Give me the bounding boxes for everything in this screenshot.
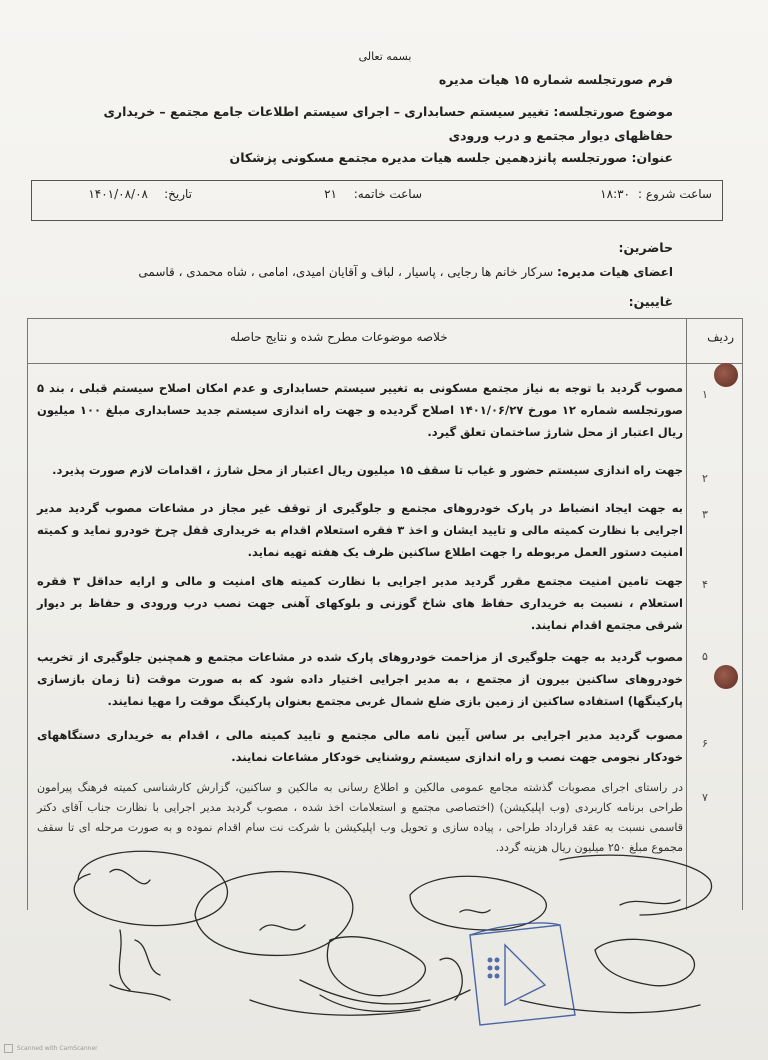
form-title: فرم صورتجلسه شماره ۱۵ هیات مدیره	[438, 72, 673, 87]
absentees-heading: غایبین:	[628, 294, 673, 309]
date-value: ۱۴۰۱/۰۸/۰۸	[88, 187, 148, 201]
row-number: ۷	[702, 791, 708, 804]
minutes-item: به جهت ایجاد انضباط در پارک خودروهای مجتمع و جلوگیری از توقف غیر مجاز در مشاعات مصوب گردید مدیر اجرایی با نظارت کمیته مالی و تایید ایشان و اخذ ۳ فقره استعلام اقدام به خریداری قفل چرخ خودرو نماید و کمیته امنیت دستور العمل مربوطه را جهت اطلاع ساکنین ظرف یک هفته تهیه نماید.	[37, 501, 683, 559]
stamp	[470, 923, 575, 1025]
bismillah: بسمه تعالی	[358, 50, 412, 63]
date-label: تاریخ:	[164, 187, 192, 201]
column-header-row: ردیف	[707, 330, 734, 344]
attendees-heading: حاضرین:	[618, 240, 673, 255]
start-time-value: ۱۸:۳۰	[600, 187, 630, 201]
signature	[300, 937, 470, 1012]
minutes-item: در راستای اجرای مصوبات گذشته مجامع عمومی مالکین و اطلاع رسانی به مالکین و ساکنین، گزارش کارشناسی کمیته فرهنگ پیرامون طراحی برنامه کاربردی (وب اپلیکیشن) (اختصاصی مجتمع و استعلامات اخذ شده ، مصوب گردید مدیر اجرایی با نظارت جناب آقای دکتر قاسمی نسبت به عقد قرارداد طراحی ، پیاده سازی و تحویل وب اپلیکیشن با شرکت نت سام اقدام نموده و به صورت مرحله ای تا سقف مجموع مبلغ ۲۵۰ میلیون ریال هزینه گردد.	[37, 781, 683, 854]
signature	[410, 876, 546, 930]
members-list: سرکار خانم ها رجایی ، پاسیار ، لباف و آقایان امیدی، امامی ، شاه محمدی ، قاسمی	[138, 265, 554, 279]
members-label: اعضای هیات مدیره:	[557, 265, 673, 279]
row-number: ۵	[702, 650, 708, 663]
meeting-subject: موضوع صورتجلسه: تغییر سیستم حسابداری – اجرای سیستم اطلاعات جامع مجتمع – خریداری حفاظهای دیوار مجتمع و درب ورودی	[103, 104, 673, 143]
minutes-item: جهت تامین امنیت مجتمع مقرر گردید مدیر اجرایی با نظارت کمیته های امنیت و مالی و ارایه حداقل ۳ فقره استعلام ، نسبت به خریداری حفاظ های شاخ گوزنی و بلوکهای آهنی جهت نصب درب ورودی و حفاظ بر دیوار شرقی مجتمع اقدام نمایند.	[37, 574, 683, 632]
minutes-item: مصوب گردید با توجه به نیاز مجتمع مسکونی به تغییر سیستم حسابداری و عدم امکان اصلاح سیستم قبلی ، بند ۵ صورتجلسه شماره ۱۲ مورخ ۱۴۰۱/۰۶/۲۷ اصلاح گردیده و جهت راه اندازی سیستم جدید حسابداری مبلغ ۱۰۰ میلیون ریال اعتبار از محل شارژ ساختمان تعلق گیرد.	[37, 381, 683, 439]
row-number: ۴	[702, 578, 708, 591]
row-number: ۶	[702, 737, 708, 750]
signature	[110, 930, 170, 1000]
end-time-label: ساعت خاتمه:	[353, 187, 422, 201]
signature	[520, 939, 700, 1012]
row-number: ۲	[702, 472, 708, 485]
scanner-note: Scanned with CamScanner	[16, 1045, 98, 1052]
stamp-dots	[488, 958, 500, 979]
row-number: ۳	[702, 508, 708, 521]
column-header-summary: خلاصه موضوعات مطرح شده و نتایج حاصله	[230, 330, 448, 344]
minutes-item: مصوب گردید به جهت جلوگیری از مزاحمت خودروهای پارک شده در مشاعات مجتمع و همچنین جلوگیری از تخریب خودروهای ساکنین بیرون از مجتمع ، به مدیر اجرایی اختیار داده شود که به صورت موقت (تا زمان بازسازی پارکینگها) استفاده ساکنین از زمین بازی ضلع شمال غربی مجتمع بعنوان پارکینگ موقت را مهیا نمایند.	[37, 650, 683, 708]
scanner-watermark	[4, 1044, 98, 1053]
minutes-item: مصوب گردید مدیر اجرایی بر ساس آیین نامه مالی مجتمع و تایید کمیته مالی ، اقدام به خریداری دستگاههای خودکار نجومی جهت نصب و راه اندازی سیستم روشنایی خودکار مشاعات نمایند.	[37, 728, 683, 764]
start-time-label: ساعت شروع :	[638, 187, 712, 201]
end-time-value: ۲۱	[324, 187, 337, 201]
meeting-title: عنوان: صورتجلسه پانزدهمین جلسه هیات مدیره مجتمع مسکونی پزشکان	[229, 150, 673, 165]
minutes-item: جهت راه اندازی سیستم حضور و غیاب تا سقف ۱۵ میلیون ریال اعتبار از محل شارژ ، اقدامات لازم صورت پذیرد.	[52, 463, 683, 477]
scanner-logo-icon	[4, 1044, 13, 1053]
signature	[560, 855, 712, 915]
row-number: ۱	[702, 388, 708, 401]
signature	[74, 851, 227, 925]
signature	[250, 958, 462, 1015]
